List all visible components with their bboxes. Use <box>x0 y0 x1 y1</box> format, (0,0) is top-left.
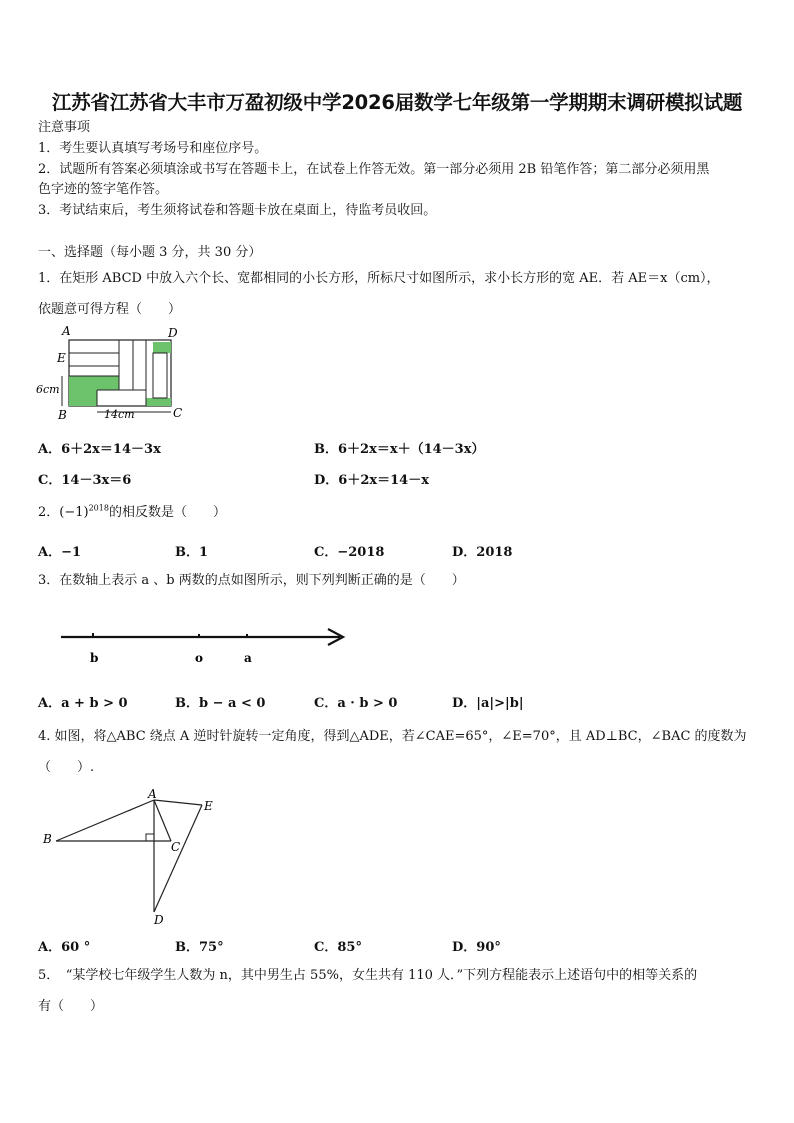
notice-item: 色字迹的签字笔作答。 <box>38 182 169 197</box>
q1-option-b[interactable]: B．6＋2x＝x＋（14－3x） <box>314 442 485 457</box>
q1-text: 1．在矩形 ABCD 中放入六个长、宽都相同的小长方形，所标尺寸如图所示，求小长方形的宽 AE．若 AE＝x（cm）， <box>38 271 720 286</box>
label-E: E <box>57 351 66 365</box>
label-D: D <box>168 326 178 340</box>
side-AB <box>56 800 154 841</box>
q1-option-d[interactable]: D．6＋2x＝14－x <box>314 473 429 488</box>
label-E: E <box>204 799 213 813</box>
label-A: A <box>148 787 157 801</box>
q4-option-b[interactable]: B．75° <box>175 940 224 955</box>
side-AC <box>154 800 171 841</box>
q2-stem: 的相反数是（ ） <box>108 505 226 520</box>
label-C: C <box>173 406 183 420</box>
small-rect <box>153 353 167 398</box>
shaded-region-top-right <box>153 342 171 353</box>
label-B: B <box>58 408 67 422</box>
point-label-o: o <box>195 651 204 665</box>
number-line <box>55 624 355 669</box>
notice-item: 3．考试结束后，考生须将试卷和答题卡放在桌面上，待监考员收回。 <box>38 203 437 218</box>
small-rect <box>69 353 119 366</box>
small-rect <box>69 366 119 376</box>
small-rect <box>119 340 133 390</box>
q4-text: 4. 如图，将△ABC 绕点 A 逆时针旋转一定角度，得到△ADE，若∠CAE=65°，∠E=70°，且 AD⊥BC，∠BAC 的度数为 <box>38 729 747 744</box>
q4-triangle-figure <box>38 785 228 930</box>
q2-text <box>38 503 226 523</box>
q1-option-c[interactable]: C．14－3x＝6 <box>38 473 132 488</box>
q1-text: 依题意可得方程（ ） <box>38 302 182 317</box>
notice-item: 1．考生要认真填写考场号和座位序号。 <box>38 141 268 156</box>
width-label: 14cm <box>104 408 135 421</box>
small-rect <box>133 340 146 390</box>
q2-option-d[interactable]: D．2018 <box>452 545 513 560</box>
q4-text: （ ）. <box>38 760 95 775</box>
shaded-region-left <box>69 376 119 406</box>
side-AE <box>154 800 202 805</box>
q2-option-a[interactable]: A．−1 <box>38 545 82 560</box>
q3-option-a[interactable]: A．a + b > 0 <box>38 696 128 711</box>
q2-option-c[interactable]: C．−2018 <box>314 545 385 560</box>
notice-heading: 注意事项 <box>38 120 91 135</box>
label-D: D <box>154 913 164 927</box>
notice-item: 2．试题所有答案必须填涂或书写在答题卡上，在试卷上作答无效。第一部分必须用 2B 铅笔作答；第二部分必须用黑 <box>38 162 710 177</box>
right-angle-mark <box>146 834 154 841</box>
q4-option-d[interactable]: D．90° <box>452 940 501 955</box>
q3-option-b[interactable]: B．b − a < 0 <box>175 696 266 711</box>
point-label-a: a <box>244 651 252 665</box>
q3-option-c[interactable]: C．a · b > 0 <box>314 696 398 711</box>
q2-option-b[interactable]: B．1 <box>175 545 209 560</box>
q4-option-a[interactable]: A．60 ° <box>38 940 91 955</box>
label-C: C <box>171 840 181 854</box>
q4-option-c[interactable]: C．85° <box>314 940 362 955</box>
q2-exponent: 2018 <box>88 503 109 513</box>
label-A: A <box>62 324 71 338</box>
q3-text: 3．在数轴上表示 a 、b 两数的点如图所示，则下列判断正确的是（ ） <box>38 573 465 588</box>
side-DE <box>154 805 202 912</box>
label-B: B <box>43 832 52 846</box>
height-label: 6cm <box>36 383 60 396</box>
q5-text: 有（ ） <box>38 999 104 1014</box>
small-rect <box>69 340 119 353</box>
q1-option-a[interactable]: A．6＋2x＝14－3x <box>38 442 161 457</box>
page-title: 江苏省江苏省大丰市万盈初级中学2026届数学七年级第一学期期末调研模拟试题 <box>51 91 743 114</box>
point-label-b: b <box>90 651 99 665</box>
q2-number: 2． <box>38 505 60 520</box>
q2-base: (−1) <box>59 505 89 520</box>
q5-text: 5． “某学校七年级学生人数为 n，其中男生占 55%，女生共有 110 人．”下列方程能表示上述语句中的相等关系的 <box>38 968 698 983</box>
q3-option-d[interactable]: D．|a|>|b| <box>452 696 524 711</box>
section-heading: 一、选择题（每小题 3 分，共 30 分） <box>38 245 262 260</box>
q1-rectangle-figure <box>36 324 196 424</box>
